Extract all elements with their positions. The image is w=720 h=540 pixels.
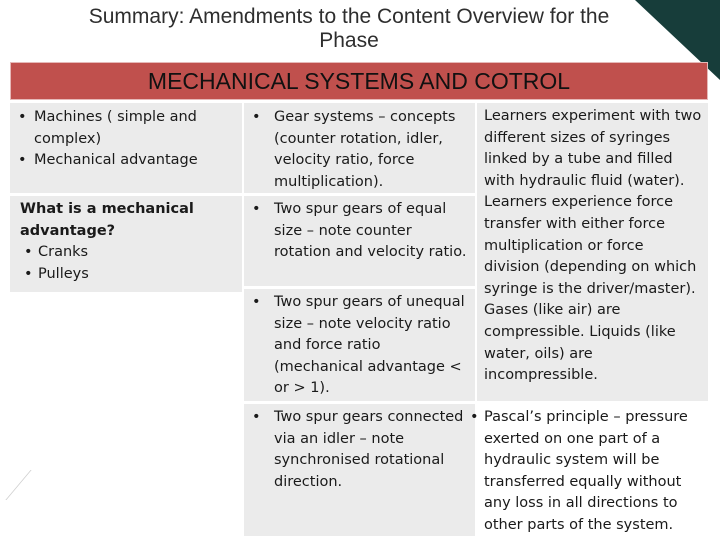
- cell-gear-systems: [244, 103, 475, 193]
- cell-unequal-gears: [244, 289, 475, 401]
- list-item: • Pulleys: [20, 264, 236, 286]
- list-item: • Mechanical advantage: [14, 150, 236, 172]
- slide-title: [0, 5, 698, 53]
- list-item: • Two spur gears of unequal size – note velocity ratio and force ratio (mechanical advantage < or > 1).: [248, 292, 469, 400]
- section-banner: MECHANICAL SYSTEMS AND COTROL: [10, 62, 708, 100]
- pascal-text: Pascal’s principle – pressure exerted on one part of a hydraulic system will be transferred equally without any loss in all directions to other parts of the system.: [484, 409, 688, 533]
- cell-idler-gears: [244, 404, 475, 536]
- list-item: • Cranks: [20, 242, 236, 264]
- list-item: • Machines ( simple and complex): [14, 107, 236, 150]
- title-line-2: Phase: [319, 29, 379, 52]
- list-item: • Gear systems – concepts (counter rotation, idler, velocity ratio, force multiplication).: [248, 107, 469, 193]
- cell-pascal: [477, 404, 708, 540]
- cell-machines: [10, 103, 242, 193]
- title-line-1: Summary: Amendments to the Content Overview for the: [88, 5, 610, 28]
- list-item: [484, 407, 702, 537]
- cell-syringe-experiment: [477, 103, 708, 401]
- cell-equal-gears: [244, 196, 475, 286]
- list-item: • Two spur gears of equal size – note counter rotation and velocity ratio.: [248, 199, 469, 264]
- decorative-line: [0, 470, 32, 500]
- list-item: • Two spur gears connected via an idler – note synchronised rotational direction.: [248, 407, 469, 493]
- cell-mechanical-advantage: [10, 196, 242, 292]
- experiment-text: Learners experiment with two different sizes of syringes linked by a tube and filled with hydraulic fluid (water). Learners experience force transfer with either force multiplication or force division (depending on which syringe is the driver/master). Gases (like air) are compressible. Liquids (like water, oils) are incompressible.: [484, 108, 702, 384]
- question-heading: What is a mechanical advantage?: [20, 201, 194, 239]
